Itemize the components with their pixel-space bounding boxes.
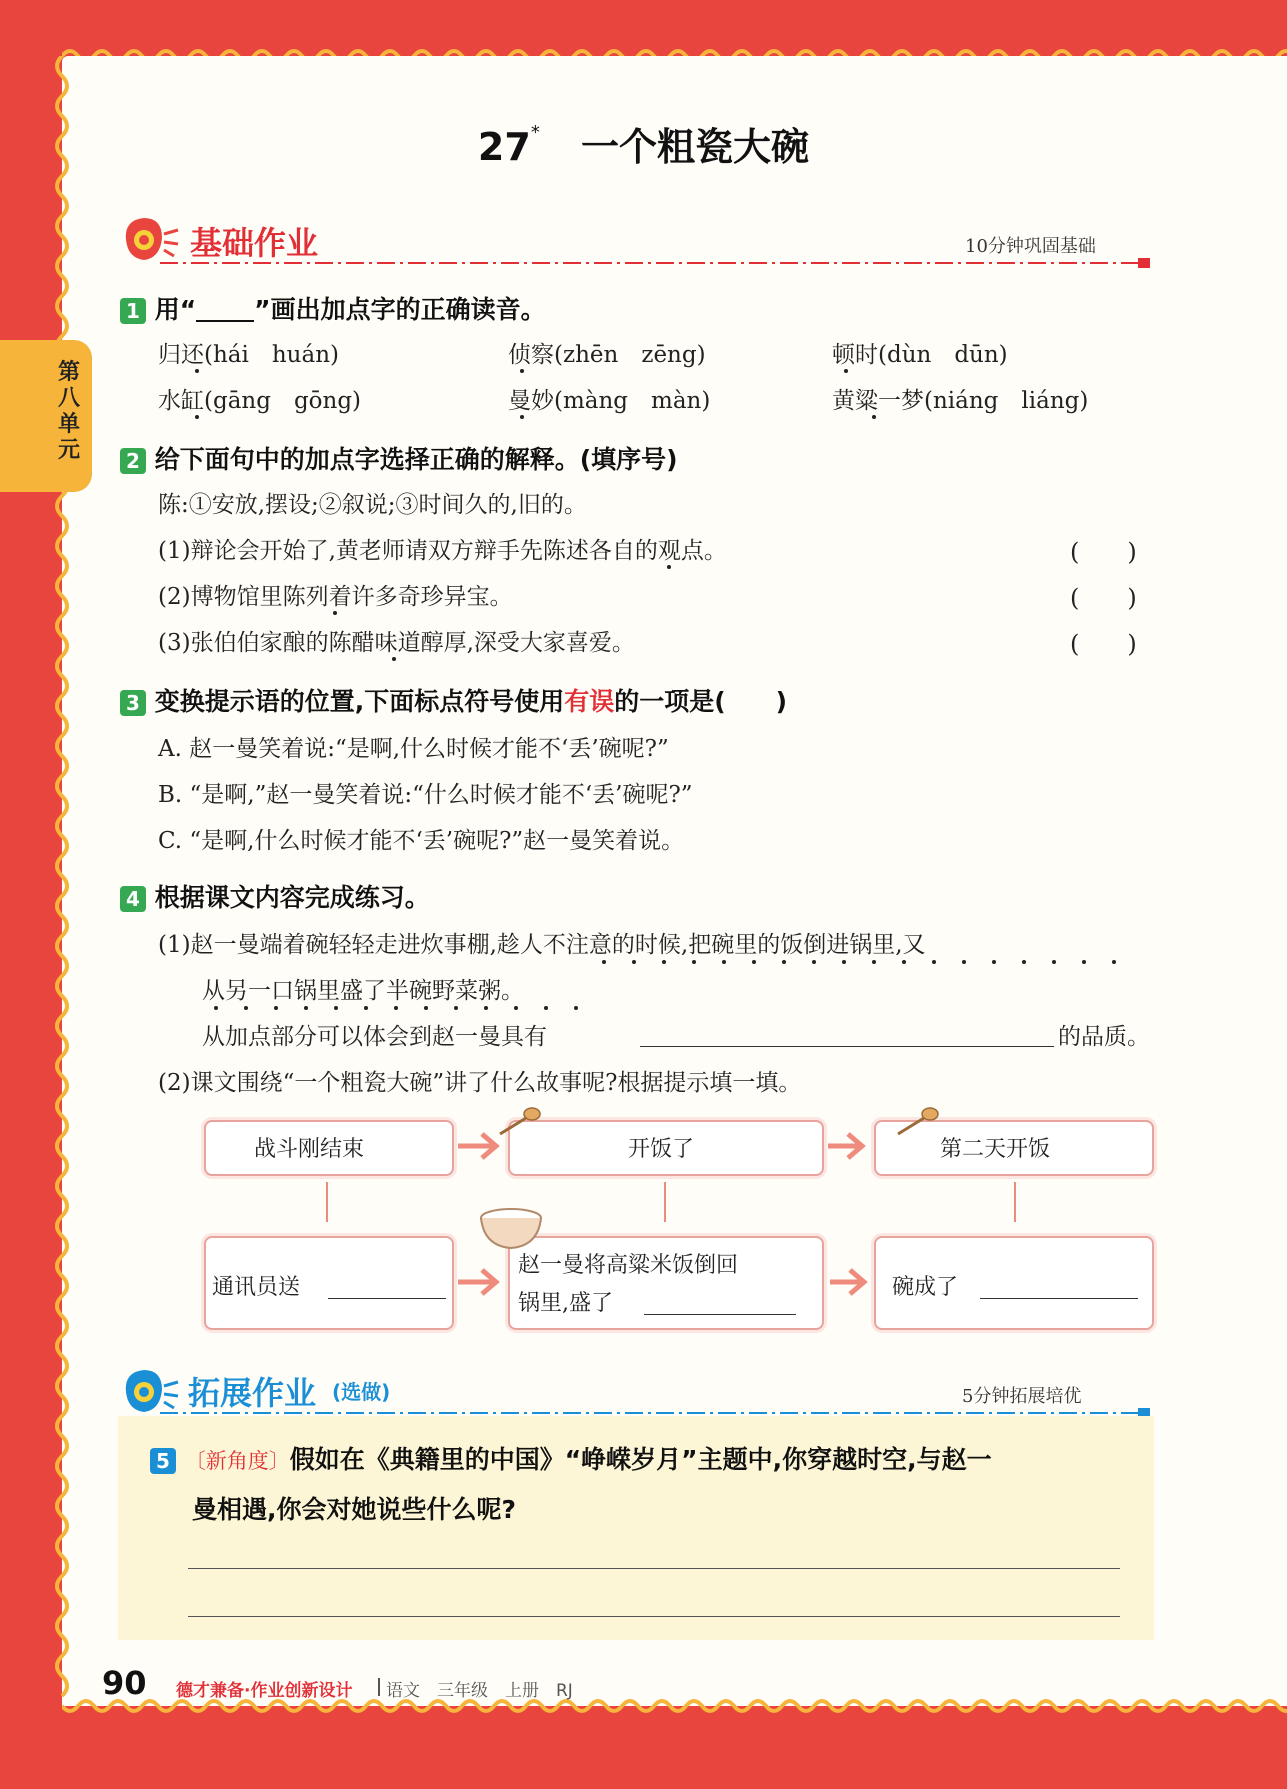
flow-box-5-line1: 赵一曼将高粱米饭倒回 [518, 1253, 739, 1278]
q1-prompt-start: 用“ [154, 295, 197, 324]
footer-divider [378, 1678, 380, 1696]
q4-part1-line3-start: 从加点部分可以体会到赵一曼具有 [202, 1024, 547, 1050]
lesson-mark: * [530, 122, 540, 143]
flow-box-4-label: 通讯员送 [212, 1275, 301, 1300]
q1-word-4: 水缸 [158, 388, 204, 414]
q4-prompt: 根据课文内容完成练习。 [154, 883, 430, 912]
lesson-title-text: 一个粗瓷大碗 [581, 125, 810, 169]
flow-box-bowl-became [874, 1236, 1154, 1330]
arrow-right-icon [454, 1264, 506, 1300]
unit-tab-label: 第八单元 [57, 360, 80, 463]
flow-connector [664, 1182, 666, 1222]
arrow-right-icon [826, 1264, 874, 1300]
q5-answer-line-1[interactable] [188, 1568, 1120, 1569]
emphasis-dot [520, 369, 524, 373]
emphasis-dot [872, 415, 876, 419]
q1-options-5: (màng màn) [554, 388, 711, 414]
q5-line2: 曼相遇,你会对她说些什么呢? [192, 1495, 517, 1524]
emphasis-dot [195, 415, 199, 419]
q4-quality-blank[interactable] [640, 1046, 1054, 1047]
left-wavy-border [50, 56, 72, 1706]
zhao-yiman-blank[interactable] [644, 1314, 796, 1315]
basic-section-title: 基础作业 [190, 224, 319, 262]
q1-options-3: (dùn dūn) [878, 342, 1008, 368]
q1-word-1: 归还 [158, 342, 204, 368]
flow-box-5-line2: 锅里,盛了 [518, 1291, 613, 1316]
q2-definition: 陈:①安放,摆设;②叙说;③时间久的,旧的。 [158, 492, 587, 518]
q2-item-1: (1)辩论会开始了,黄老师请双方辩手先陈述各自的观点。 [158, 538, 727, 564]
arrow-right-icon [824, 1128, 872, 1164]
basic-section-divider [160, 256, 1158, 270]
q5-answer-line-2[interactable] [188, 1616, 1120, 1617]
q3-prompt-end: 的一项是( ) [614, 687, 788, 716]
footer-series: 德才兼备·作业创新设计 [176, 1681, 353, 1701]
messenger-blank[interactable] [328, 1298, 446, 1299]
q1-options-4: (gāng gōng) [204, 388, 362, 414]
emphasis-dot [333, 611, 337, 615]
q2-number-badge: 2 [120, 448, 146, 474]
q4-part2: (2)课文围绕“一个粗瓷大碗”讲了什么故事呢?根据提示填一填。 [158, 1070, 802, 1096]
lesson-title [0, 116, 1287, 171]
emphasis-dot [195, 369, 199, 373]
flow-box-messenger [204, 1236, 454, 1330]
unit-side-tab [0, 340, 92, 492]
ext-section-note: 5分钟拓展培优 [962, 1386, 1082, 1407]
q4-part1-line3-end: 的品质。 [1058, 1024, 1150, 1050]
lesson-number: 27 [477, 125, 531, 169]
q4-number-badge: 4 [120, 886, 146, 912]
bowl-icon [476, 1206, 546, 1252]
flow-box-1-label: 战斗刚结束 [254, 1137, 365, 1162]
q3-option-b: B. “是啊,”赵一曼笑着说:“什么时候才能不‘丢’碗呢?” [158, 782, 693, 808]
q3-option-a: A. 赵一曼笑着说:“是啊,什么时候才能不‘丢’碗呢?” [158, 736, 669, 762]
flow-box-meal-time [508, 1120, 824, 1176]
q5-line1: 假如在《典籍里的中国》“峥嵘岁月”主题中,你穿越时空,与赵一 [289, 1445, 992, 1474]
flow-box-battle-over [204, 1120, 454, 1176]
q1-number-badge: 1 [120, 298, 146, 324]
flow-box-6-label: 碗成了 [892, 1275, 959, 1300]
q2-answer-1[interactable]: ( ) [1070, 538, 1137, 566]
emphasis-dot [520, 415, 524, 419]
q5-tag: 〔新角度〕 [184, 1449, 290, 1473]
bowl-blank[interactable] [980, 1298, 1138, 1299]
flow-box-zhao-yiman [508, 1236, 824, 1330]
q1-underline-sample [196, 300, 254, 322]
spoon-icon [894, 1106, 940, 1140]
q1-prompt-end: ”画出加点字的正确读音。 [254, 295, 546, 324]
q3-option-c: C. “是啊,什么时候才能不‘丢’碗呢?”赵一曼笑着说。 [158, 828, 685, 854]
flow-connector [1014, 1182, 1016, 1222]
q1-word-5: 曼妙 [508, 388, 554, 414]
q4-part1-line2: 从另一口锅里盛了半碗野菜粥。 [202, 978, 524, 1004]
q3-prompt-highlight: 有误 [564, 687, 615, 716]
q1-options-1: (hái huán) [204, 342, 339, 368]
ext-section-tag: (选做) [332, 1380, 391, 1404]
emphasis-dot [667, 565, 671, 569]
q1-word-2: 侦察 [508, 342, 554, 368]
flow-box-2-label: 开饭了 [628, 1137, 695, 1162]
q3-number-badge: 3 [120, 690, 146, 716]
q3-prompt-start: 变换提示语的位置,下面标点符号使用 [154, 687, 565, 716]
q1-options-6: (niáng liáng) [924, 388, 1089, 414]
ext-section-title: 拓展作业 [188, 1374, 317, 1412]
spoon-icon [496, 1106, 542, 1140]
page-number: 90 [102, 1664, 147, 1702]
q2-item-2: (2)博物馆里陈列着许多奇珍异宝。 [158, 584, 513, 610]
q1-word-3: 顿时 [832, 342, 878, 368]
flow-connector [326, 1182, 328, 1222]
emphasis-dot [844, 369, 848, 373]
basic-section-note: 10分钟巩固基础 [965, 236, 1096, 257]
q2-item-3: (3)张伯伯家酿的陈醋味道醇厚,深受大家喜爱。 [158, 630, 635, 656]
flow-box-3-label: 第二天开饭 [940, 1137, 1051, 1162]
q5-number-badge: 5 [150, 1448, 176, 1474]
q2-answer-2[interactable]: ( ) [1070, 584, 1137, 612]
q1-word-6: 黄粱一梦 [832, 388, 924, 414]
q4-part1-line1: (1)赵一曼端着碗轻轻走进炊事棚,趁人不注意的时候,把碗里的饭倒进锅里,又 [158, 932, 926, 958]
footer-subject: 语文 三年级 上册 RJ [386, 1681, 573, 1701]
q1-options-2: (zhēn zēng) [554, 342, 706, 368]
emphasis-dot [392, 657, 396, 661]
q2-prompt: 给下面句中的加点字选择正确的解释。(填序号) [154, 445, 678, 474]
q2-answer-3[interactable]: ( ) [1070, 630, 1137, 658]
